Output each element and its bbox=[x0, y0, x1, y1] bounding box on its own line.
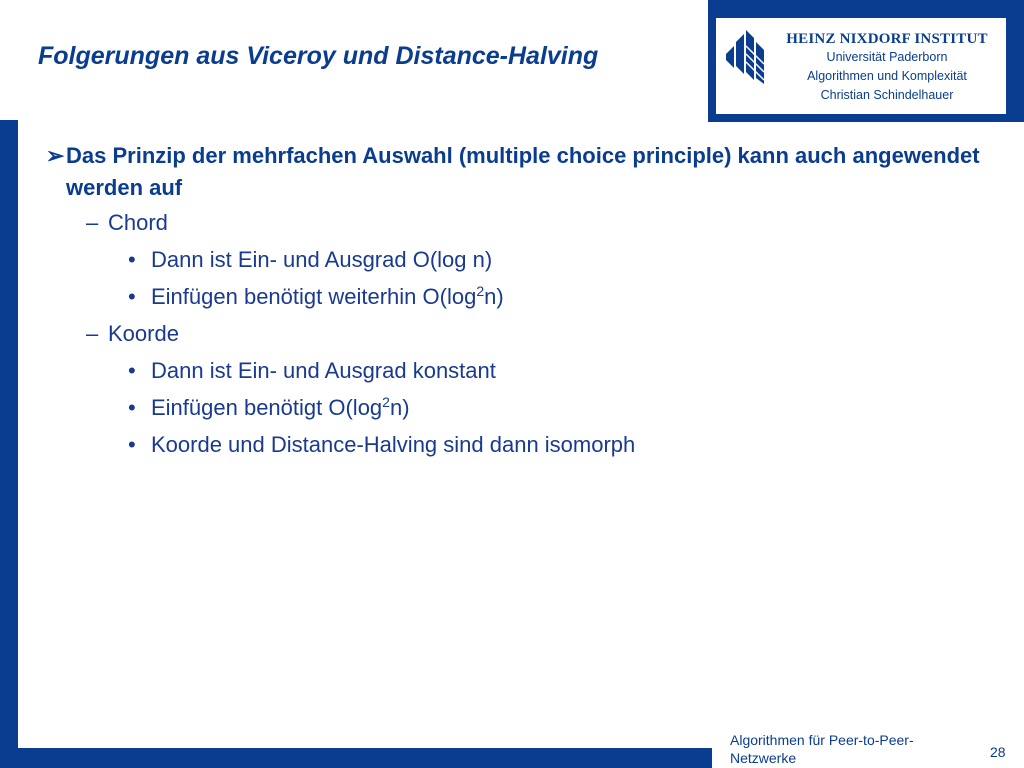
university-name: Universität Paderborn bbox=[826, 50, 948, 64]
chord-bullet-2-prefix: Einfügen benötigt weiterhin O(log bbox=[151, 284, 477, 309]
koorde-item bbox=[86, 315, 986, 352]
slide-title: Folgerungen aus Viceroy und Distance-Halving bbox=[38, 42, 599, 70]
institute-frame-left bbox=[708, 0, 716, 122]
left-frame-bar bbox=[0, 120, 18, 768]
arrow-bullet-icon: ➢ bbox=[46, 143, 65, 168]
bottom-frame-bar bbox=[0, 748, 712, 768]
chord-bullet-2 bbox=[128, 278, 986, 315]
koorde-bullet-1 bbox=[128, 352, 986, 389]
koorde-bullet-1-text: Dann ist Ein- und Ausgrad konstant bbox=[151, 358, 496, 383]
chord-label: Chord bbox=[108, 210, 168, 235]
dot-bullet-icon: • bbox=[128, 395, 136, 420]
dash-bullet-icon: – bbox=[86, 210, 99, 235]
dot-bullet-icon: • bbox=[128, 358, 136, 383]
koorde-bullet-2-sup: 2 bbox=[382, 394, 390, 410]
chord-bullet-2-sup: 2 bbox=[476, 283, 485, 299]
institute-text bbox=[776, 30, 998, 105]
chord-item bbox=[86, 204, 986, 241]
koorde-bullet-2 bbox=[128, 389, 986, 426]
slide-content bbox=[46, 140, 986, 463]
chord-bullet-1 bbox=[128, 241, 986, 278]
research-group: Algorithmen und Komplexität bbox=[807, 69, 967, 83]
author-name: Christian Schindelhauer bbox=[820, 88, 954, 102]
right-frame-bar bbox=[1006, 0, 1024, 122]
koorde-bullet-2-suffix: n) bbox=[389, 395, 410, 420]
hni-logo-icon bbox=[724, 28, 768, 86]
dot-bullet-icon: • bbox=[128, 432, 136, 457]
koorde-bullet-3-text: Koorde und Distance-Halving sind dann isomorph bbox=[151, 432, 636, 457]
main-point bbox=[46, 140, 986, 204]
dash-bullet-icon: – bbox=[86, 321, 99, 346]
institute-name: HEINZ NIXDORF INSTITUT bbox=[786, 31, 988, 47]
institute-frame-bottom bbox=[708, 114, 1024, 122]
koorde-bullet-2-prefix: Einfügen benötigt O(log bbox=[151, 395, 383, 420]
chord-bullet-1-text: Dann ist Ein- und Ausgrad O(log n) bbox=[151, 247, 493, 272]
page-number: 28 bbox=[990, 744, 1006, 760]
institute-header bbox=[716, 18, 1006, 114]
koorde-label: Koorde bbox=[108, 321, 179, 346]
dot-bullet-icon: • bbox=[128, 247, 136, 272]
chord-bullet-2-suffix: n) bbox=[484, 284, 504, 309]
footer-course: Algorithmen für Peer-to-Peer-Netzwerke bbox=[730, 732, 914, 766]
main-point-text: Das Prinzip der mehrfachen Auswahl (multiple choice principle) kann auch angewendet werden auf bbox=[66, 143, 980, 200]
koorde-bullet-3 bbox=[128, 426, 986, 463]
top-frame-strip bbox=[708, 0, 1024, 18]
dot-bullet-icon: • bbox=[128, 284, 136, 309]
